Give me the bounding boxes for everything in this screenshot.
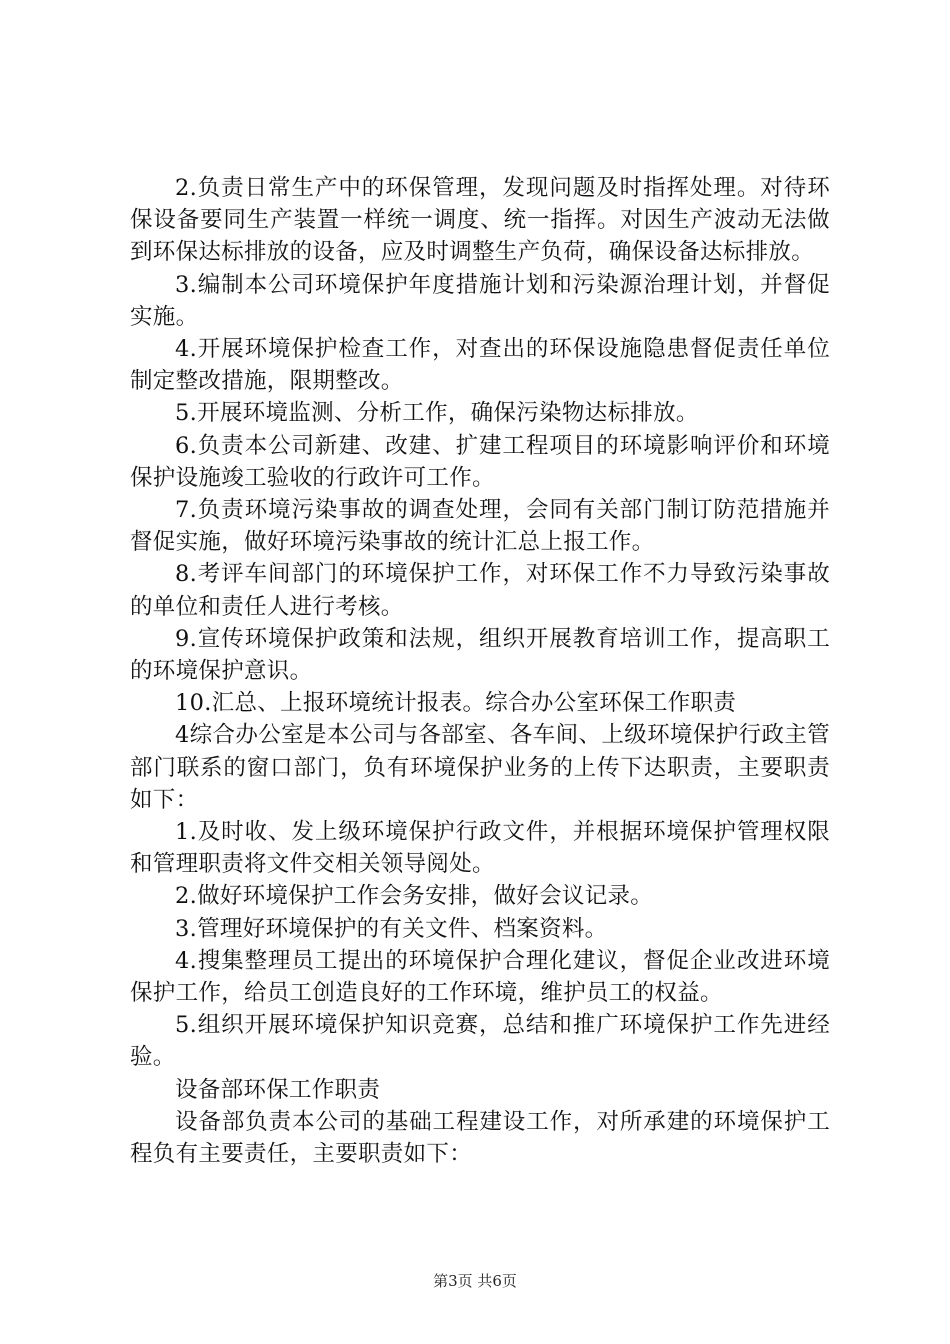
paragraph-6-impact-assessment: 6.负责本公司新建、改建、扩建工程项目的环境影响评价和环境保护设施竣工验收的行政许可工作。 bbox=[130, 432, 830, 491]
paragraph-8-evaluation: 8.考评车间部门的环境保护工作，对环保工作不力导致污染事故的单位和责任人进行考核。 bbox=[130, 561, 830, 620]
paragraph-4-inspection: 4.开展环境保护检查工作，对查出的环保设施隐患督促责任单位制定整改措施，限期整改。 bbox=[130, 336, 830, 395]
paragraph-office-3: 3.管理好环境保护的有关文件、档案资料。 bbox=[175, 915, 608, 942]
paragraph-office-intro: 4综合办公室是本公司与各部室、各车间、上级环境保护行政主管部门联系的窗口部门，负有环境保护业务的上传下达职责，主要职责如下： bbox=[130, 722, 830, 813]
paragraph-equipment-intro: 设备部负责本公司的基础工程建设工作，对所承建的环境保护工程负有主要责任，主要职责如下： bbox=[130, 1108, 830, 1168]
paragraph-office-1: 1.及时收、发上级环境保护行政文件，并根据环境保护管理权限和管理职责将文件交相关领导阅处。 bbox=[130, 819, 830, 878]
paragraph-5-monitoring: 5.开展环境监测、分析工作，确保污染物达标排放。 bbox=[175, 400, 699, 427]
paragraph-office-2: 2.做好环境保护工作会务安排，做好会议记录。 bbox=[175, 883, 654, 910]
paragraph-7-accident-handling: 7.负责环境污染事故的调查处理，会同有关部门制订防范措施并督促实施，做好环境污染事故的统计汇总上报工作。 bbox=[130, 497, 830, 556]
paragraph-9-publicity: 9.宣传环境保护政策和法规，组织开展教育培训工作，提高职工的环境保护意识。 bbox=[130, 625, 830, 685]
page-number-footer: 第3页 共6页 bbox=[433, 1272, 517, 1290]
paragraph-2-daily-management: 2.负责日常生产中的环保管理，发现问题及时指挥处理。对待环保设备要同生产装置一样统一调度、统一指挥。对因生产波动无法做到环保达标排放的设备，应及时调整生产负荷，确保设备达标排放。 bbox=[130, 175, 830, 266]
document-body bbox=[130, 172, 830, 1170]
section-heading-equipment-dept: 设备部环保工作职责 bbox=[175, 1076, 381, 1103]
paragraph-3-annual-plan: 3.编制本公司环境保护年度措施计划和污染源治理计划，并督促实施。 bbox=[130, 271, 830, 330]
paragraph-office-4: 4.搜集整理员工提出的环境保护合理化建议，督促企业改进环境保护工作，给员工创造良好的工作环境，维护员工的权益。 bbox=[130, 947, 830, 1007]
paragraph-10-statistics: 10.汇总、上报环境统计报表。综合办公室环保工作职责 bbox=[175, 690, 737, 717]
paragraph-office-5: 5.组织开展环境保护知识竞赛，总结和推广环境保护工作先进经验。 bbox=[130, 1012, 830, 1071]
